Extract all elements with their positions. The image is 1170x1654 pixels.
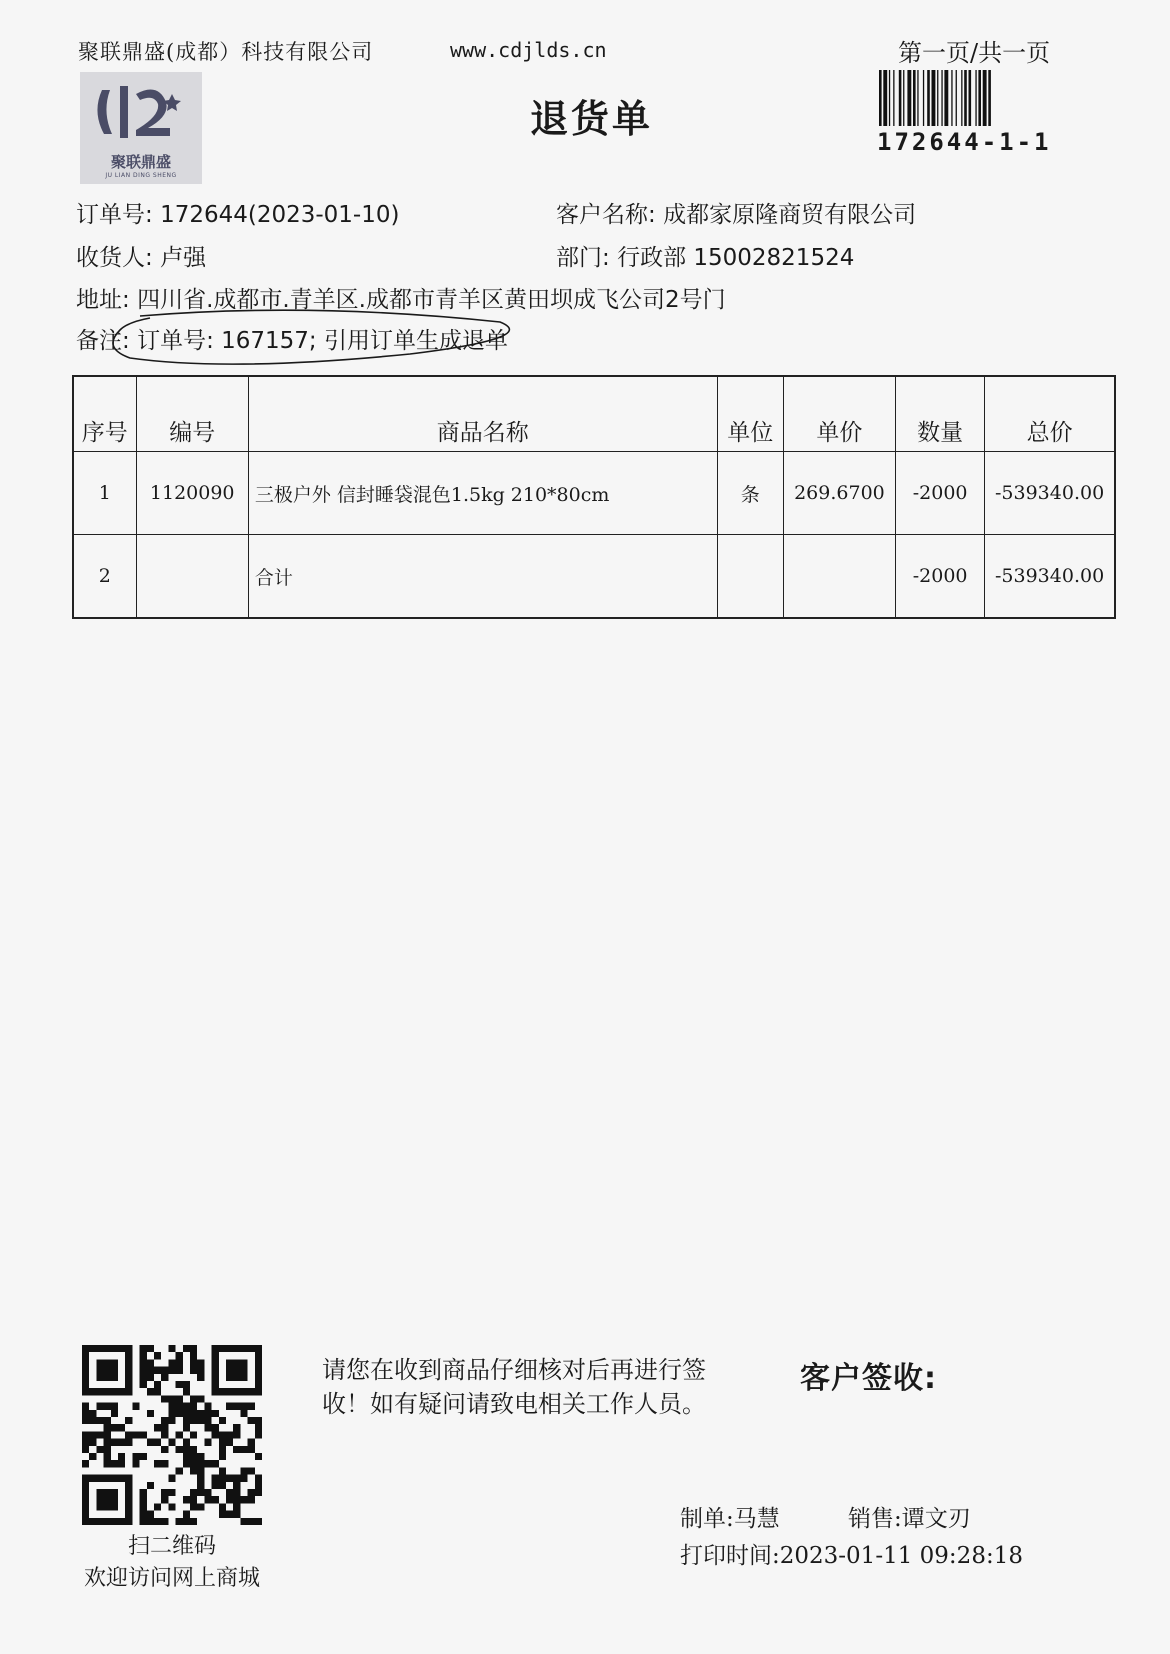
address-label: 地址: xyxy=(76,287,130,313)
document-title: 退货单 xyxy=(530,97,654,141)
header-quantity: 数量 xyxy=(896,376,985,452)
print-time: 打印时间:2023-01-11 09:28:18 xyxy=(680,1543,1023,1569)
verification-notice: 请您在收到商品仔细核对后再进行签收！如有疑问请致电相关工作人员。 xyxy=(322,1356,706,1418)
header-code: 编号 xyxy=(136,376,248,452)
header-product-name: 商品名称 xyxy=(248,376,717,452)
cell-seq: 2 xyxy=(73,535,136,619)
website-url: www.cdjlds.cn xyxy=(450,38,607,62)
department-label: 部门: xyxy=(556,245,610,271)
qr-caption-scan: 扫二维码 xyxy=(127,1534,216,1559)
cell-seq: 1 xyxy=(73,452,136,535)
table-row xyxy=(73,535,1115,619)
table-header-row xyxy=(73,376,1115,452)
logo-mark-icon xyxy=(80,72,202,152)
header-total: 总价 xyxy=(985,376,1115,452)
address-value: 四川省.成都市.青羊区.成都市青羊区黄田坝成飞公司2号门 xyxy=(137,287,726,313)
remark-label: 备注: xyxy=(76,328,130,354)
header-seq: 序号 xyxy=(73,376,136,452)
page-indicator: 第一页/共一页 xyxy=(898,39,1051,67)
customer-signature-label: 客户签收: xyxy=(800,1361,937,1396)
receiver-line xyxy=(76,239,206,272)
receiver-value: 卢强 xyxy=(160,245,207,271)
table-row xyxy=(73,452,1115,535)
order-number-value: 172644(2023-01-10) xyxy=(160,202,400,228)
logo-subtext: JU LIAN DING SHENG xyxy=(105,172,177,179)
header-unit: 单位 xyxy=(717,376,783,452)
cell-quantity: -2000 xyxy=(896,535,985,619)
handwritten-circle-mark xyxy=(110,308,530,370)
remark-value: 订单号: 167157; 引用订单生成退单 xyxy=(137,328,508,354)
cell-total: -539340.00 xyxy=(985,452,1115,535)
qr-caption-shop: 欢迎访问网上商城 xyxy=(83,1566,260,1591)
header-unit-price: 单价 xyxy=(783,376,895,452)
cell-code xyxy=(136,535,248,619)
items-table xyxy=(72,375,1116,619)
order-number-line xyxy=(76,196,399,229)
cell-total: -539340.00 xyxy=(985,535,1115,619)
order-number-label: 订单号: xyxy=(76,202,153,228)
cell-unit: 条 xyxy=(717,452,783,535)
prepared-by: 制单:马慧 xyxy=(680,1506,780,1532)
cell-code: 1120090 xyxy=(136,452,248,535)
cell-unit-price xyxy=(783,535,895,619)
customer-label: 客户名称: xyxy=(556,202,656,228)
customer-value: 成都家原隆商贸有限公司 xyxy=(663,202,917,228)
qr-code-icon xyxy=(82,1345,262,1525)
cell-quantity: -2000 xyxy=(896,452,985,535)
logo-text: 聚联鼎盛 xyxy=(110,153,171,171)
cell-product-name: 三极户外 信封睡袋混色1.5kg 210*80cm xyxy=(248,452,717,535)
cell-product-name: 合计 xyxy=(248,535,717,619)
barcode-number: 172644-1-1 xyxy=(877,128,1052,156)
company-name: 聚联鼎盛(成都）科技有限公司 xyxy=(78,40,374,64)
receiver-label: 收货人: xyxy=(76,245,153,271)
cell-unit xyxy=(717,535,783,619)
customer-line xyxy=(556,196,916,229)
department-value: 行政部 15002821524 xyxy=(617,245,855,271)
department-line xyxy=(556,239,854,272)
barcode-icon xyxy=(877,70,1077,126)
salesperson: 销售:谭文刃 xyxy=(848,1506,971,1532)
cell-unit-price: 269.6700 xyxy=(783,452,895,535)
